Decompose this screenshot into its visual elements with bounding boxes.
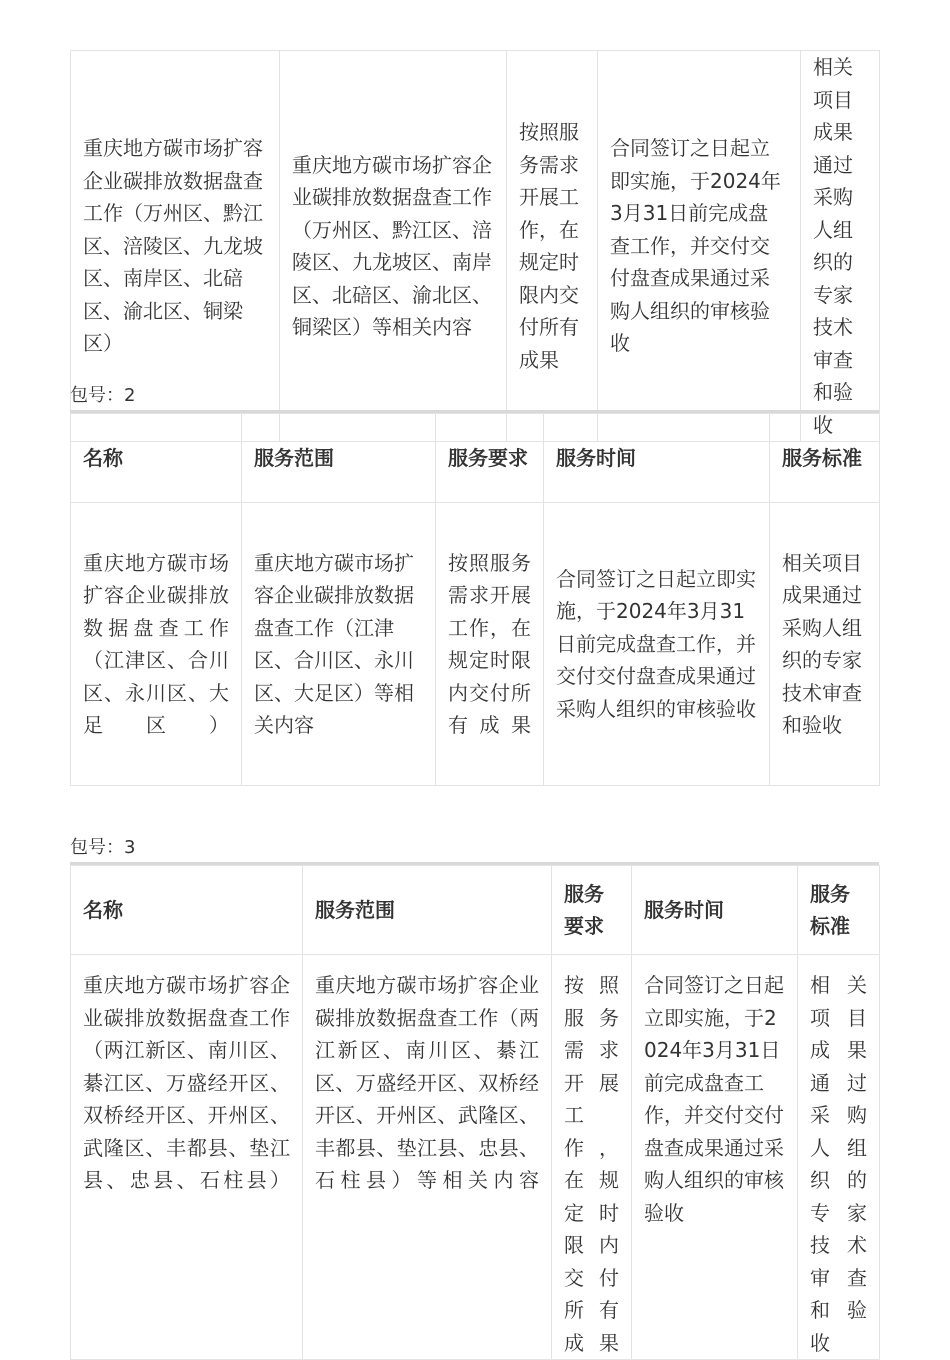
header-standard: 服务标准 xyxy=(798,866,880,955)
header-requirement: 服务要求 xyxy=(552,866,632,955)
cell-scope: 重庆地方碳市场扩容企业碳排放数据盘查工作（两江新区、南川区、綦江区、万盛经开区、双桥经开区、开州区、武隆区、丰都县、垫江县、忠县、石柱县）等相关内容 xyxy=(303,955,552,1360)
cell-time: 合同签订之日起立即实施，于2024年3月31日前完成盘查工作，并交付交付盘查成果通过采购人组织的审核验收 xyxy=(544,503,770,786)
header-scope: 服务范围 xyxy=(242,414,436,503)
header-requirement: 服务要求 xyxy=(436,414,544,503)
header-standard: 服务标准 xyxy=(770,414,880,503)
table-header-row xyxy=(71,866,880,955)
header-scope: 服务范围 xyxy=(303,866,552,955)
cell-name: 重庆地方碳市场扩容企业碳排放数据盘查工作（万州区、黔江区、涪陵区、九龙坡区、南岸区、北碚区、渝北区、铜梁区） xyxy=(71,51,280,442)
package3-table xyxy=(70,865,880,1360)
cell-time: 合同签订之日起立即实施，于2024年3月31日前完成盘查工作，并交付交付盘查成果通过采购人组织的审核验收 xyxy=(632,955,798,1360)
package2-table xyxy=(70,413,880,786)
cell-scope: 重庆地方碳市场扩容企业碳排放数据盘查工作（江津区、合川区、永川区、大足区）等相关内容 xyxy=(242,503,436,786)
package2-label: 包号：2 xyxy=(70,385,136,406)
cell-name: 重庆地方碳市场扩容企业碳排放数据盘查工作（江津区、合川区、永川区、大足区） xyxy=(71,503,242,786)
cell-requirement: 按照服务需求开展工作，在规定时限内交付所有成果 xyxy=(436,503,544,786)
cell-name: 重庆地方碳市场扩容企业碳排放数据盘查工作（两江新区、南川区、綦江区、万盛经开区、双桥经开区、开州区、武隆区、丰都县、垫江县、忠县、石柱县） xyxy=(71,955,303,1360)
package3-label: 包号：3 xyxy=(70,837,136,858)
cell-standard: 相关项目成果通过采购人组织的专家技术审查和验收 xyxy=(801,51,880,442)
header-time: 服务时间 xyxy=(544,414,770,503)
package1-table-continued xyxy=(70,50,880,442)
cell-requirement: 按照服务需求开展工作，在规定时限内交付所有成果 xyxy=(507,51,598,442)
table-header-row xyxy=(71,414,880,503)
header-name: 名称 xyxy=(71,866,303,955)
cell-time: 合同签订之日起立即实施，于2024年3月31日前完成盘查工作，并交付交付盘查成果通过采购人组织的审核验收 xyxy=(598,51,801,442)
cell-scope: 重庆地方碳市场扩容企业碳排放数据盘查工作（万州区、黔江区、涪陵区、九龙坡区、南岸区、北碚区、渝北区、铜梁区）等相关内容 xyxy=(280,51,507,442)
header-name: 名称 xyxy=(71,414,242,503)
cell-standard: 相关项目成果通过采购人组织的专家技术审查和验收 xyxy=(798,955,880,1360)
table-row xyxy=(71,51,880,442)
cell-standard: 相关项目成果通过采购人组织的专家技术审查和验收 xyxy=(770,503,880,786)
cell-requirement: 按照服务需求开展工作，在规定时限内交付所有成果 xyxy=(552,955,632,1360)
table-row xyxy=(71,503,880,786)
table-row xyxy=(71,955,880,1360)
header-time: 服务时间 xyxy=(632,866,798,955)
